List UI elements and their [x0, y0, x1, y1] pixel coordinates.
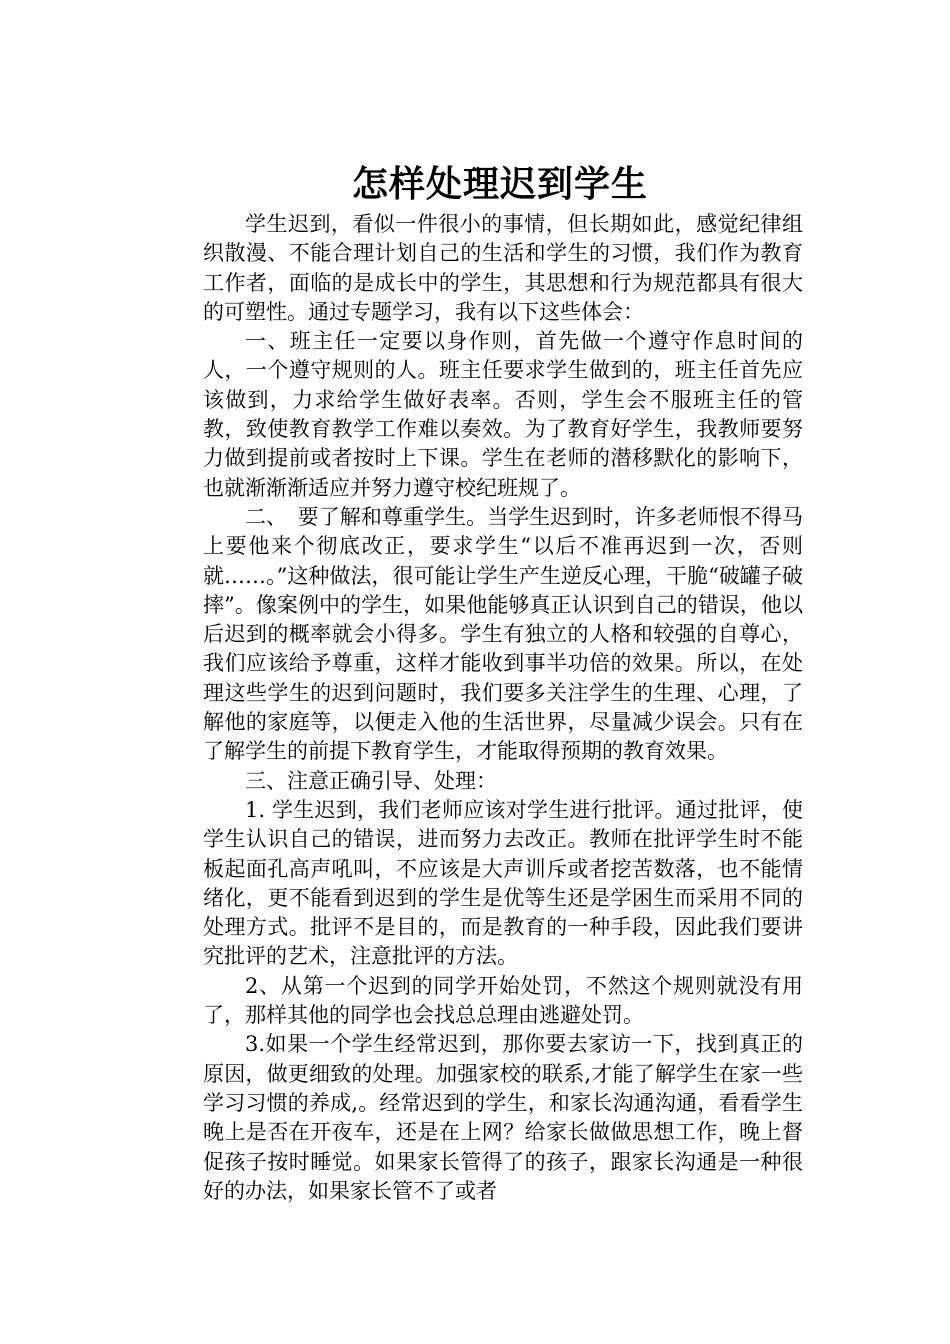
paragraph-subpoint-2: 2、从第一个迟到的同学开始处罚，不然这个规则就没有用了，那样其他的同学也会找总总理由逃避处罚。 — [203, 973, 803, 1028]
document-body — [203, 210, 803, 1206]
paragraph-subpoint-3: 3.如果一个学生经常迟到，那你要去家访一下，找到真正的原因，做更细致的处理。加强家校的联系,才能了解学生在家一些学习习惯的养成,。经常迟到的学生，和家长沟通沟通，看看学生晚上是否在开夜车，还是在上网？给家长做做思想工作，晚上督促孩子按时睡觉。如果家长管得了的孩子，跟家长沟通是一种很好的办法，如果家长管不了或者 — [203, 1032, 803, 1203]
paragraph-point-2: 二、 要了解和尊重学生。当学生迟到时，许多老师恨不得马上要他来个彻底改正，要求学生“以后不准再迟到一次，否则就……。”这种做法，很可能让学生产生逆反心理，干脆“破罐子破摔”。像案例中的学生，如果他能够真正认识到自己的错误，他以后迟到的概率就会小得多。学生有独立的人格和较强的自尊心，我们应该给予尊重，这样才能收到事半功倍的效果。所以，在处理这些学生的迟到问题时，我们要多关注学生的生理、心理，了解他的家庭等，以便走入他的生活世界，尽量减少误会。只有在了解学生的前提下教育学生，才能取得预期的教育效果。 — [203, 504, 803, 764]
paragraph-point-3-heading: 三、注意正确引导、处理： — [245, 768, 497, 793]
paragraph-intro: 学生迟到，看似一件很小的事情，但长期如此，感觉纪律组织散漫、不能合理计划自己的生活和学生的习惯，我们作为教育工作者，面临的是成长中的学生，其思想和行为规范都具有很大的可塑性。通过专题学习，我有以下这些体会： — [203, 212, 803, 324]
paragraph-subpoint-1: 1. 学生迟到，我们老师应该对学生进行批评。通过批评，使学生认识自己的错误，进而努力去改正。教师在批评学生时不能板起面孔高声吼叫，不应该是大声训斥或者挖苦数落，也不能情绪化，更不能看到迟到的学生是优等生还是学困生而采用不同的处理方式。批评不是目的，而是教育的一种手段，因此我们要讲究批评的艺术，注意批评的方法。 — [203, 797, 803, 969]
document-title: 怎样处理迟到学生 — [351, 163, 648, 205]
paragraph-point-1: 一、班主任一定要以身作则，首先做一个遵守作息时间的人，一个遵守规则的人。班主任要求学生做到的，班主任首先应该做到，力求给学生做好表率。否则，学生会不服班主任的管教，致使教育教学工作难以奏效。为了教育好学生，我教师要努力做到提前或者按时上下课。学生在老师的潜移默化的影响下，也就渐渐渐适应并努力遵守校纪班规了。 — [203, 329, 803, 500]
